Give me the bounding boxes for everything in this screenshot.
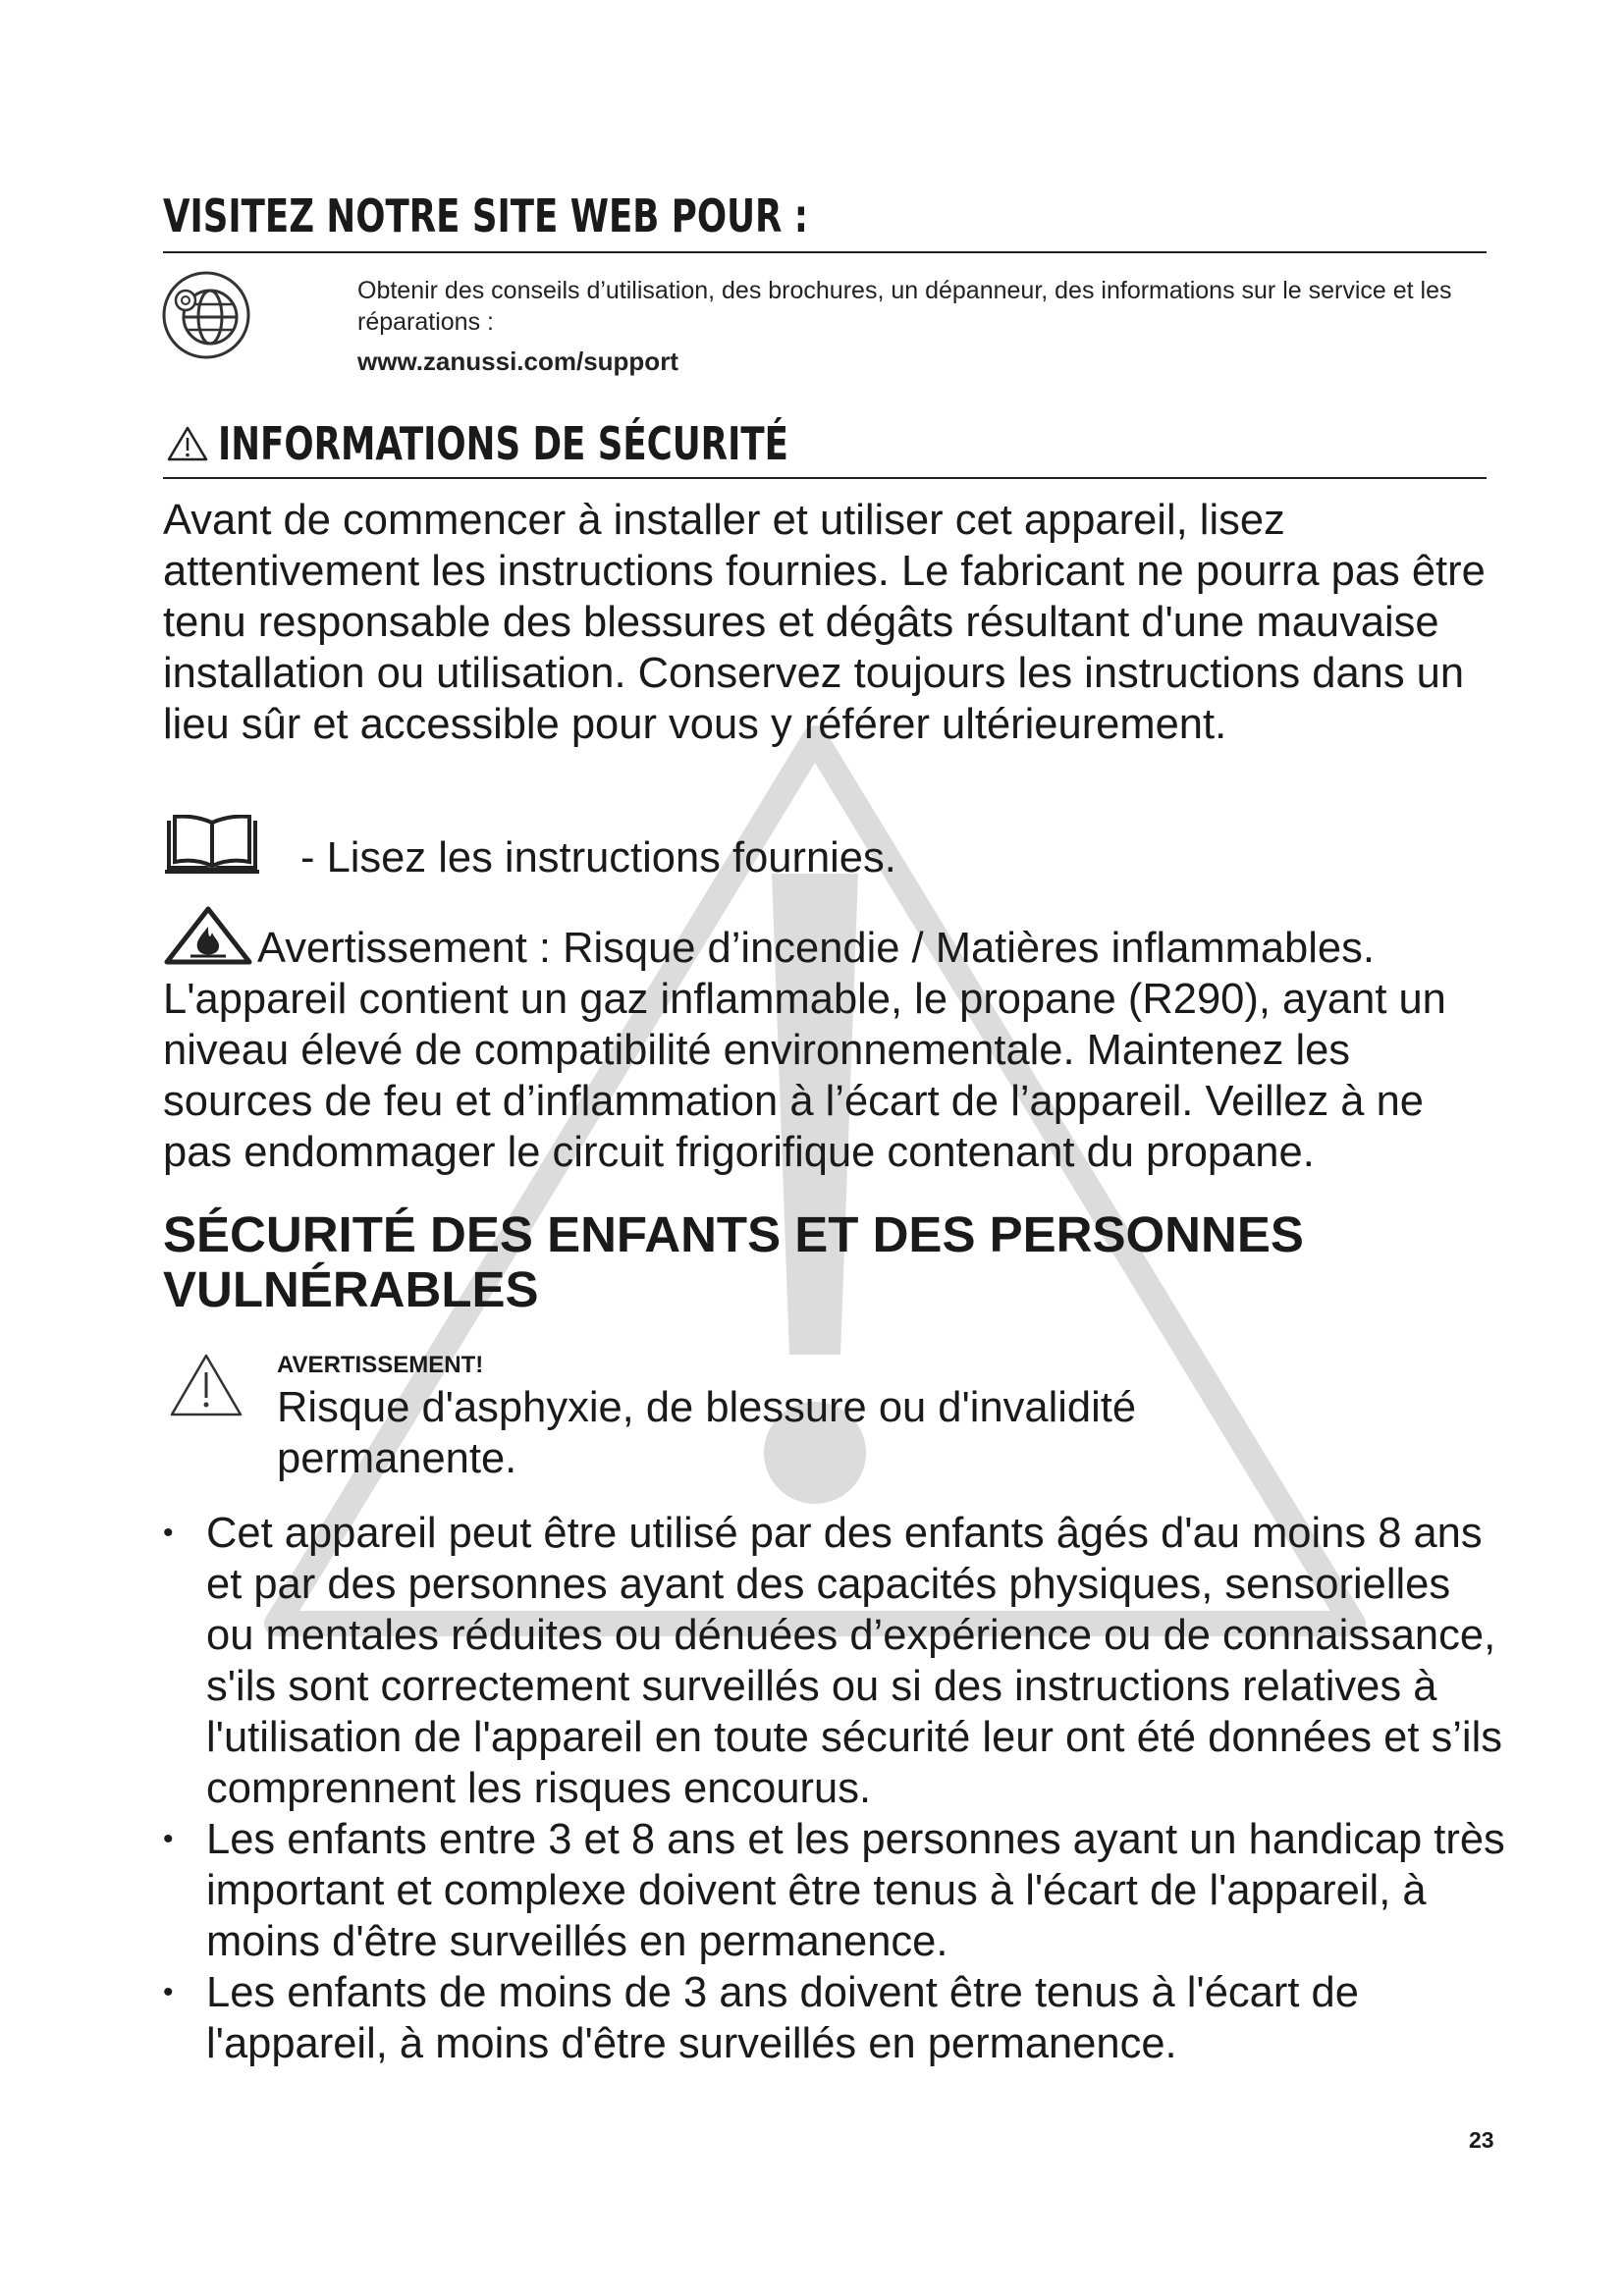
list-item (163, 1967, 1508, 2069)
globe-at-icon (161, 270, 251, 360)
book-icon (163, 815, 261, 876)
safety-intro-paragraph: Avant de commencer à installer et utiliser cet appareil, lisez attentivement les instructions fournies. Le fabricant ne pourra pas être tenu responsable des blessures et dégâts résultant d'une mauvaise installation ou utilisation. Conservez toujours les instructions dans un lieu sûr et accessible pour vous y référer ultérieurement. (163, 497, 1486, 748)
safety-section-title: INFORMATIONS DE SÉCURITÉ (218, 417, 788, 470)
warning-text: Risque d'asphyxie, de blessure ou d'invalidité permanente. (277, 1384, 1137, 1482)
list-item-text: Les enfants entre 3 et 8 ans et les personnes ayant un handicap très important et complexe doivent être tenus à l'écart de l'appareil, à moins d'être surveillés en permanence. (206, 1816, 1505, 1965)
support-url-link[interactable]: www.zanussi.com/support (357, 347, 678, 376)
web-section-rule (163, 251, 1487, 253)
bullet-marker: • (163, 1823, 174, 1855)
list-item-text: Cet appareil peut être utilisé par des enfants âgés d'au moins 8 ans et par des personnes ayant des capacités physiques, sensorielles ou mentales réduites ou dénuées d’expérience ou de connaissance, s'ils sont correctement surveillés ou si des instructions relatives à l'utilisation de l'appareil en toute sécurité leur ont été données et s’ils comprennent les risques encourus. (206, 1510, 1502, 1812)
warning-label: AVERTISSEMENT! (277, 1352, 484, 1378)
fire-warning-paragraph: Avertissement : Risque d’incendie / Matières inflammables. L'appareil contient un gaz inflammable, le propane (R290), ayant un niveau élevé de compatibilité environnementale. Maintenez les sources de feu et d’inflammation à l’écart de l’appareil. Veillez à ne pas endommager le circuit frigorifique contenant du propane. (163, 925, 1446, 1176)
read-instructions-text: - Lisez les instructions fournies. (300, 834, 896, 881)
children-safety-list (163, 1508, 1508, 2069)
list-item-text: Les enfants de moins de 3 ans doivent être tenus à l'écart de l'appareil, à moins d'être surveillés en permanence. (206, 1969, 1359, 2067)
safety-section-rule (163, 477, 1487, 479)
children-section-title: SÉCURITÉ DES ENFANTS ET DES PERSONNES VULNÉRABLES (163, 1206, 1304, 1317)
list-item (163, 1814, 1508, 1967)
warning-triangle-icon (169, 1353, 244, 1417)
list-item (163, 1508, 1508, 1814)
bullet-marker: • (163, 1517, 174, 1549)
web-section-text: Obtenir des conseils d’utilisation, des brochures, un dépanneur, des informations sur le service et les réparations : (357, 277, 1452, 336)
bullet-marker: • (163, 1976, 174, 2008)
warning-triangle-icon (167, 426, 208, 461)
web-section-title: VISITEZ NOTRE SITE WEB POUR : (163, 189, 809, 242)
page-number: 23 (1469, 2127, 1494, 2153)
